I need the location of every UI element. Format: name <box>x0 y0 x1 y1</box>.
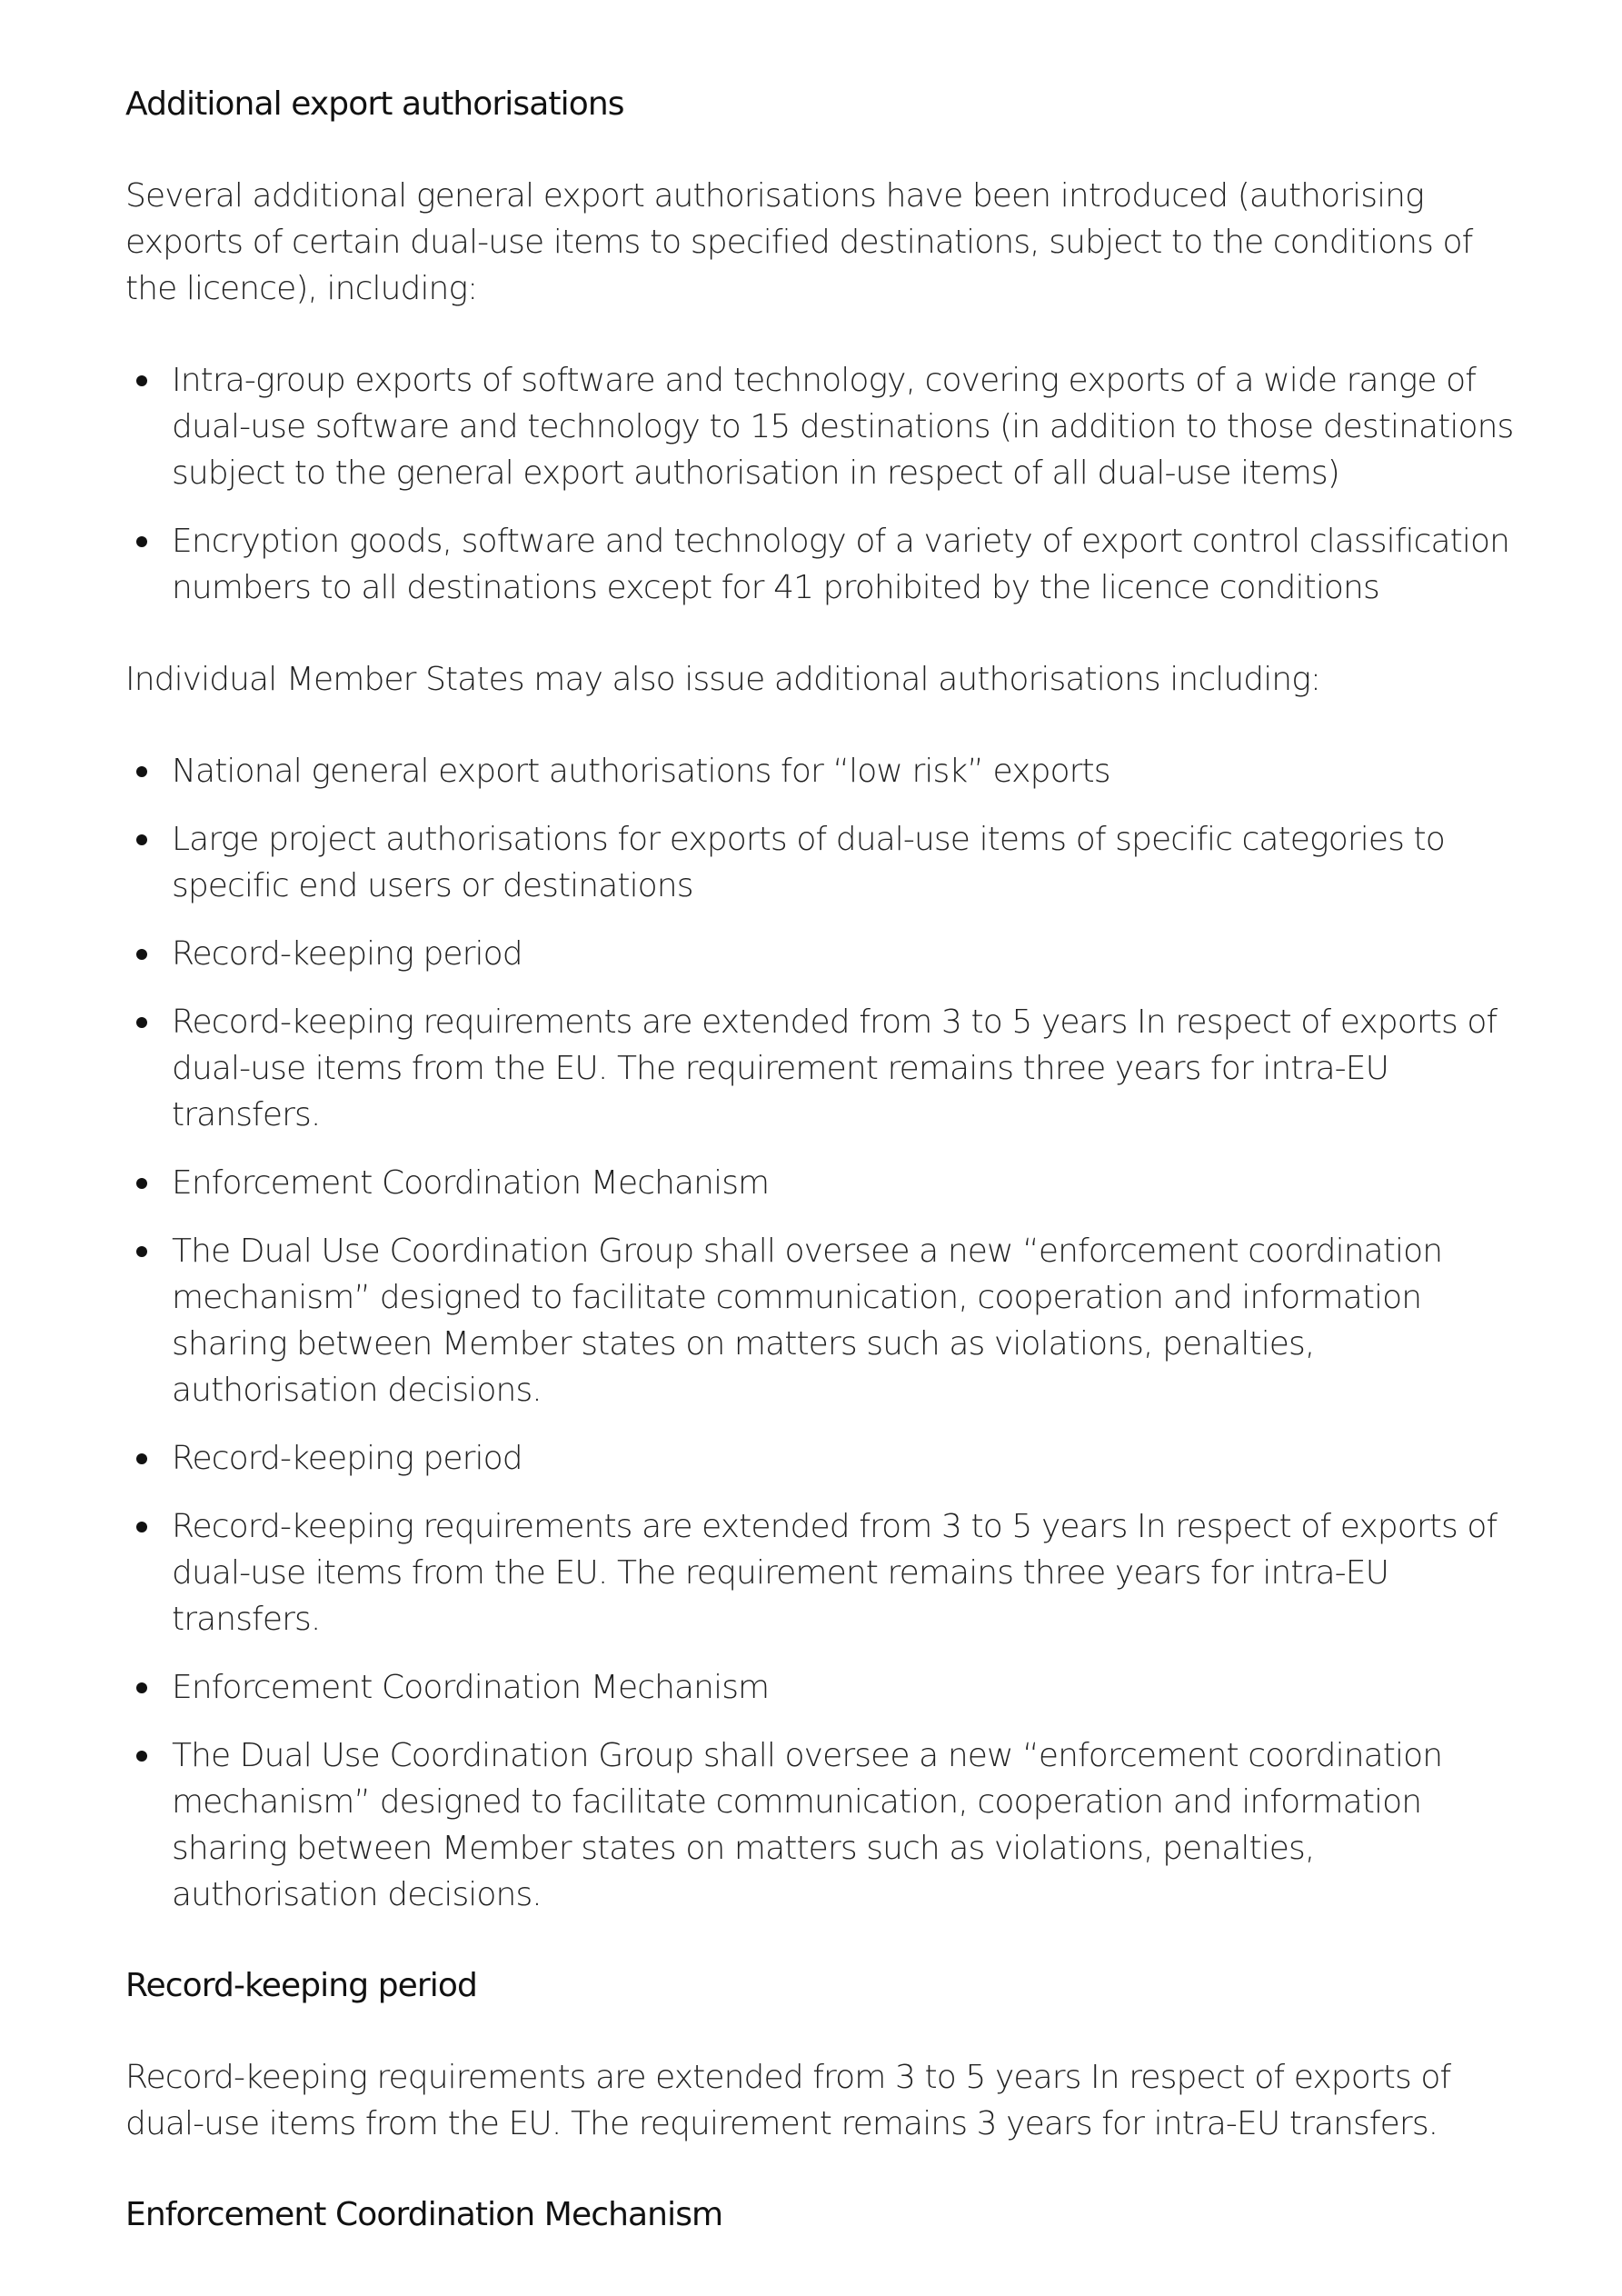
member-states-list <box>125 748 1516 1918</box>
bullet-icon <box>136 1178 147 1189</box>
section-heading-record-keeping: Record-keeping period <box>125 1967 477 2004</box>
list-item <box>125 931 1516 977</box>
list-item-text: The Dual Use Coordination Group shall oversee a new “enforcement coordination mechanism” designed to facilitate communication, cooperation and information sharing between Member states on matters such as violations, penalties, authorisation decisions. <box>172 1233 1443 1409</box>
list-item <box>125 1664 1516 1711</box>
bullet-icon <box>136 834 147 845</box>
list-item-text: National general export authorisations for “low risk” exports <box>172 753 1110 790</box>
list-item-text: Enforcement Coordination Mechanism <box>172 1164 770 1202</box>
additional-export-list <box>125 357 1516 611</box>
list-item <box>125 748 1516 794</box>
list-item-text: Large project authorisations for exports of dual-use items of specific categories to specific end users or destinations <box>172 821 1445 904</box>
bullet-icon <box>136 536 147 547</box>
bullet-icon <box>136 1246 147 1257</box>
bullet-icon <box>136 766 147 777</box>
list-item-text: Enforcement Coordination Mechanism <box>172 1669 770 1706</box>
list-item <box>125 1732 1516 1918</box>
list-item <box>125 999 1516 1138</box>
section-heading-additional-export: Additional export authorisations <box>125 85 624 123</box>
bullet-icon <box>136 949 147 960</box>
list-item-text: The Dual Use Coordination Group shall oversee a new “enforcement coordination mechanism” designed to facilitate communication, cooperation and information sharing between Member states on matters such as violations, penalties, authorisation decisions. <box>172 1737 1443 1913</box>
record-keeping-body: Record-keeping requirements are extended from 3 to 5 years In respect of exports of dual-use items from the EU. The requirement remains 3 years for intra-EU transfers. <box>125 2059 1451 2142</box>
list-item <box>125 1435 1516 1482</box>
list-item <box>125 1160 1516 1206</box>
section-heading-enforcement: Enforcement Coordination Mechanism <box>125 2196 723 2233</box>
list-item-text: Record-keeping requirements are extended from 3 to 5 years In respect of exports of dual-use items from the EU. The requirement remains three years for intra-EU transfers. <box>172 1003 1498 1133</box>
bullet-icon <box>136 1017 147 1028</box>
list-item-text: Record-keeping period <box>172 1440 522 1477</box>
bullet-icon <box>136 1522 147 1532</box>
bullet-icon <box>136 1751 147 1762</box>
list-item-text: Intra-group exports of software and technology, covering exports of a wide range of dual-use software and technology to 15 destinations (in addition to those destinations subject to the general export authorisation in respect of all dual-use items) <box>172 362 1514 492</box>
list-item <box>125 357 1516 496</box>
bullet-icon <box>136 1453 147 1464</box>
list-item <box>125 1503 1516 1642</box>
list-item <box>125 1228 1516 1413</box>
list-item-text: Record-keeping period <box>172 935 522 973</box>
additional-export-intro: Several additional general export authorisations have been introduced (authorising exports of certain dual-use items to specified destinations, subject to the conditions of the licence), including: <box>125 177 1473 307</box>
list-item <box>125 518 1516 611</box>
document-page <box>125 82 1516 2238</box>
member-states-intro: Individual Member States may also issue additional authorisations including: <box>125 661 1321 698</box>
list-item-text: Record-keeping requirements are extended from 3 to 5 years In respect of exports of dual-use items from the EU. The requirement remains three years for intra-EU transfers. <box>172 1508 1498 1638</box>
list-item <box>125 816 1516 909</box>
bullet-icon <box>136 1682 147 1693</box>
bullet-icon <box>136 375 147 386</box>
list-item-text: Encryption goods, software and technology of a variety of export control classification numbers to all destinations except for 41 prohibited by the licence conditions <box>172 523 1509 606</box>
